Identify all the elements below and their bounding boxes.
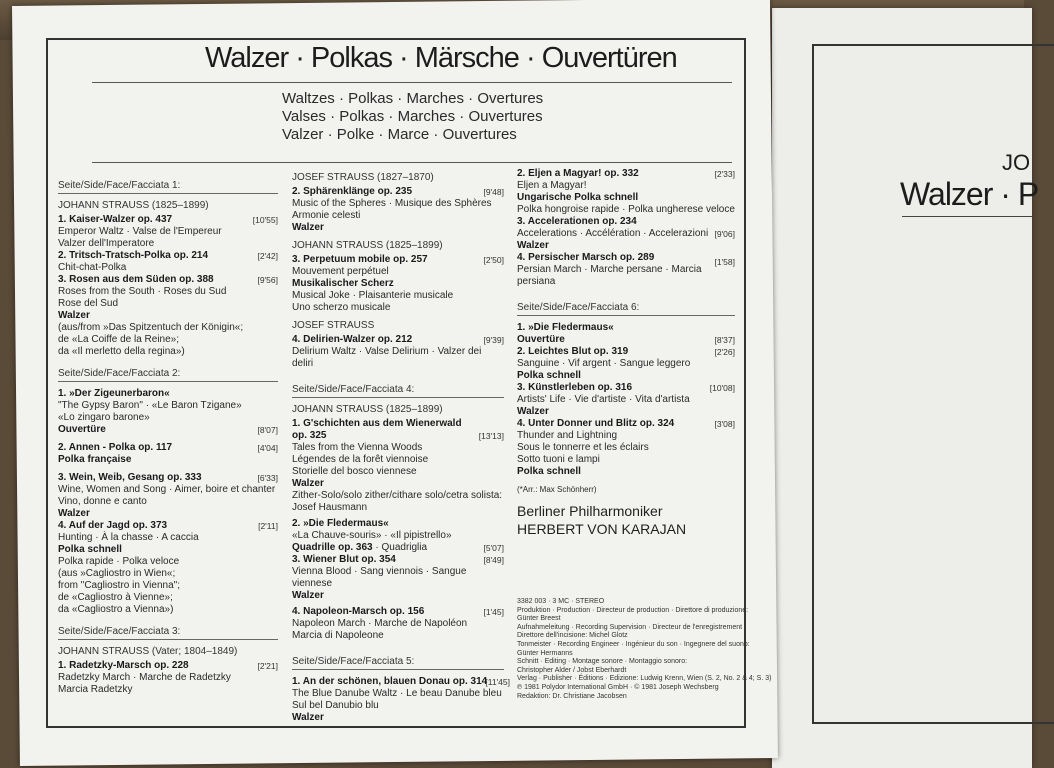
track-duration: [9'06] <box>714 229 735 239</box>
track-form: Polka française <box>58 454 132 465</box>
track-translation: Emperor Waltz · Valse de l'Empereur <box>58 226 222 237</box>
track-translation: The Blue Danube Waltz · Le beau Danube bleu <box>292 688 502 699</box>
track-title: 3. Rosen aus dem Süden op. 388 <box>58 274 214 285</box>
track-translation: "The Gypsy Baron" · «Le Baron Tzigane» <box>58 400 242 411</box>
track-translation: Thunder and Lightning <box>517 430 618 441</box>
side-5-heading: Seite/Side/Face/Facciata 5: <box>292 656 504 670</box>
track-duration: [4'04] <box>257 443 278 453</box>
track-translation: Marcia di Napoleone <box>292 630 384 641</box>
credit-line: Verlag · Publisher · Éditions · Edizione: Ludwig Krenn, Wien (S. 2, No. 2 & 4; S. 3) <box>517 675 772 683</box>
track-translation: Valzer dell'Imperatore <box>58 238 155 249</box>
track-form: Ungarische Polka schnell <box>517 192 639 203</box>
list-item <box>517 216 735 252</box>
catalog-number: 3382 003 · 3 MC · STEREO <box>517 598 605 605</box>
track-form: Walzer <box>517 406 549 417</box>
track-form: Walzer <box>58 310 90 321</box>
track-translation: Polka hongroise rapide · Polka ungherese veloce <box>517 204 735 215</box>
track-note: (aus »Cagliostro in Wien«; <box>58 568 176 579</box>
track-translation: Persian March · Marche persane · Marcia persiana <box>517 264 702 287</box>
track-column-1 <box>58 174 278 696</box>
track-form: Musikalischer Scherz <box>292 278 394 289</box>
list-item <box>517 382 735 418</box>
track-title: 4. Napoleon-Marsch op. 156 <box>292 606 425 617</box>
subtitle-french: Valses · Polkas · Marches · Ouvertures <box>282 108 543 125</box>
production-credits <box>517 598 772 701</box>
track-note: de «Cagliostro à Vienne»; <box>58 592 173 603</box>
side-6-heading: Seite/Side/Face/Facciata 6: <box>517 302 735 316</box>
track-duration: [11'45] <box>485 677 510 687</box>
track-duration: [2'42] <box>257 251 278 261</box>
track-translation: Sotto tuoni e lampi <box>517 454 600 465</box>
track-duration: [8'07] <box>257 425 278 435</box>
track-column-2 <box>292 170 510 724</box>
track-title: 4. Unter Donner und Blitz op. 324 <box>517 418 675 429</box>
track-duration: [2'21] <box>257 661 278 671</box>
track-translation: Eljen a Magyar! <box>517 180 587 191</box>
credit-line: Redaktion: Dr. Christiane Jacobsen <box>517 692 627 700</box>
track-form: Ouvertüre <box>517 334 565 345</box>
track-form: Walzer <box>517 240 549 251</box>
list-item <box>58 442 278 466</box>
list-item <box>517 168 735 216</box>
track-title: 2. Eljen a Magyar! op. 332 <box>517 168 639 179</box>
composer-heading: JOHANN STRAUSS (1825–1899) <box>292 240 443 251</box>
list-item <box>58 472 278 520</box>
track-duration: [10'08] <box>709 383 735 393</box>
track-form: Walzer <box>292 222 324 233</box>
list-item <box>292 518 504 554</box>
track-translation: Rose del Sud <box>58 298 119 309</box>
track-translation: Artists' Life · Vie d'artiste · Vita d'artista <box>517 394 690 405</box>
track-duration: [13'13] <box>478 431 504 441</box>
track-note: da «Il merletto della regina») <box>58 346 185 357</box>
list-item <box>292 676 510 724</box>
performers <box>517 502 686 538</box>
track-translation: Music of the Spheres · Musique des Sphères <box>292 198 492 209</box>
track-translation: Légendes de la forêt viennoise <box>292 454 429 465</box>
track-title: 4. Persischer Marsch op. 289 <box>517 252 655 263</box>
track-form: Polka schnell <box>517 466 581 477</box>
track-title: 1. Radetzky-Marsch op. 228 <box>58 660 189 671</box>
side-4-heading: Seite/Side/Face/Facciata 4: <box>292 384 504 398</box>
track-note: Josef Hausmann <box>292 502 368 513</box>
list-item <box>517 322 735 346</box>
track-column-3 <box>517 168 735 496</box>
track-translation: Sanguine · Vif argent · Sangue leggero <box>517 358 691 369</box>
track-duration: [2'50] <box>483 255 504 265</box>
list-item <box>292 186 504 234</box>
track-form: Polka schnell <box>58 544 122 555</box>
track-duration: [9'39] <box>483 335 504 345</box>
track-translation: Tales from the Vienna Woods <box>292 442 423 453</box>
track-form: Ouvertüre <box>58 424 106 435</box>
track-translation: Hunting · À la chasse · A caccia <box>58 532 199 543</box>
track-translation: «Lo zingaro barone» <box>58 412 150 423</box>
track-duration: [3'08] <box>714 419 735 429</box>
track-form: Walzer <box>58 508 90 519</box>
track-title: 3. Accelerationen op. 234 <box>517 216 637 227</box>
track-note: (aus/from »Das Spitzentuch der Königin«; <box>58 322 244 333</box>
header-rule <box>92 162 732 163</box>
list-item <box>58 660 278 696</box>
track-title: 2. Sphärenklänge op. 235 <box>292 186 413 197</box>
credit-line: Christopher Alder / Jobst Eberhardt <box>517 666 627 674</box>
track-duration: [5'07] <box>483 543 504 553</box>
track-title: 3. Wein, Weib, Gesang op. 333 <box>58 472 202 483</box>
track-duration: [9'48] <box>483 187 504 197</box>
credit-line: Günter Hermanns <box>517 649 573 657</box>
credit-line: Tonmeister · Recording Engineer · Ingénieur du son · Ingegnere del suono: <box>517 640 750 648</box>
list-item <box>292 418 504 514</box>
track-translation: Armonie celesti <box>292 210 361 221</box>
right-page-heading: JO <box>1002 150 1031 175</box>
list-item <box>58 250 278 274</box>
track-title: 2. Leichtes Blut op. 319 <box>517 346 629 357</box>
orchestra-name: Berliner Philharmoniker <box>517 503 663 519</box>
track-title: 2. Annen - Polka op. 117 <box>58 442 173 453</box>
list-item <box>292 254 504 314</box>
track-translation: Musical Joke · Plaisanterie musicale <box>292 290 454 301</box>
track-translation: Napoleon March · Marche de Napoléon <box>292 618 468 629</box>
track-duration: [9'56] <box>257 275 278 285</box>
subtitle-italian: Valzer · Polke · Marce · Ouvertures <box>282 126 517 143</box>
track-title: 3. Wiener Blut op. 354 <box>292 554 396 565</box>
credit-line: Direttore dell'incisione: Michel Glotz <box>517 632 628 640</box>
track-translation: Wine, Women and Song · Aimer, boire et chanter <box>58 484 276 495</box>
track-translation: Vienna Blood · Sang viennois · Sangue viennese <box>292 566 467 589</box>
list-item <box>517 252 735 288</box>
list-item <box>58 520 278 616</box>
track-translation: Storielle del bosco viennese <box>292 466 417 477</box>
composer-heading: JOSEF STRAUSS <box>292 320 375 331</box>
track-title: 1. Kaiser-Walzer op. 437 <box>58 214 173 225</box>
track-duration: [10'55] <box>252 215 278 225</box>
composer-heading: JOHANN STRAUSS (1825–1899) <box>58 200 209 211</box>
list-item <box>292 606 504 642</box>
composer-heading: JOHANN STRAUSS (1825–1899) <box>292 404 443 415</box>
track-translation: Mouvement perpétuel <box>292 266 389 277</box>
side-2-heading: Seite/Side/Face/Facciata 2: <box>58 368 278 382</box>
track-duration: [1'58] <box>714 257 735 267</box>
composer-heading: JOHANN STRAUSS (Vater; 1804–1849) <box>58 646 238 657</box>
subtitle-block <box>282 90 543 144</box>
track-title: 1. G'schichten aus dem Wienerwald <box>292 418 462 429</box>
track-duration: [2'11] <box>258 521 278 531</box>
track-duration: [2'33] <box>714 169 735 179</box>
track-translation: Roses from the South · Roses du Sud <box>58 286 227 297</box>
track-title: 4. Delirien-Walzer op. 212 <box>292 334 413 345</box>
track-note: from "Cagliostro in Vienna"; <box>58 580 180 591</box>
track-title: 1. An der schönen, blauen Donau op. 314 <box>292 676 488 687</box>
list-item <box>58 274 278 358</box>
track-form: Polka schnell <box>517 370 581 381</box>
credit-line: Günter Breest <box>517 615 561 623</box>
track-title: 2. Tritsch-Tratsch-Polka op. 214 <box>58 250 209 261</box>
track-translation: Marcia Radetzky <box>58 684 133 695</box>
track-translation: Sous le tonnerre et les éclairs <box>517 442 649 453</box>
list-item <box>292 334 504 370</box>
track-title: 3. Künstlerleben op. 316 <box>517 382 633 393</box>
conductor-name: HERBERT VON KARAJAN <box>517 521 687 537</box>
track-title: 4. Auf der Jagd op. 373 <box>58 520 168 531</box>
track-note: de «La Coiffe de la Reine»; <box>58 334 180 345</box>
credit-line: Produktion · Production · Directeur de production · Direttore di produzione: <box>517 606 749 614</box>
track-translation: Polka rapide · Polka veloce <box>58 556 180 567</box>
track-duration: [2'26] <box>714 347 735 357</box>
list-item <box>517 418 735 478</box>
page-title: Walzer · Polkas · Märsche · Ouvertüren <box>205 42 677 74</box>
track-form: Walzer <box>292 590 324 601</box>
subtitle-english: Waltzes · Polkas · Marches · Overtures <box>282 90 544 107</box>
track-duration: [8'49] <box>483 555 504 565</box>
track-translation: Vino, donne e canto <box>58 496 147 507</box>
track-form: Walzer <box>292 478 324 489</box>
track-duration: [8'37] <box>714 335 735 345</box>
track-note: da «Cagliostro a Vienna») <box>58 604 174 615</box>
title-rule <box>92 82 732 83</box>
side-3-heading: Seite/Side/Face/Facciata 3: <box>58 626 278 640</box>
right-page-frame <box>812 44 1054 724</box>
list-item <box>517 346 735 382</box>
track-title: 3. Perpetuum mobile op. 257 <box>292 254 428 265</box>
track-title: 2. »Die Fledermaus« <box>292 518 389 529</box>
track-translation: «La Chauve-souris» · «Il pipistrello» <box>292 530 452 541</box>
composer-heading: JOSEF STRAUSS (1827–1870) <box>292 172 434 183</box>
track-form: Walzer <box>292 712 324 723</box>
list-item <box>58 388 278 436</box>
track-title: 1. »Die Fledermaus« <box>517 322 614 333</box>
track-translation: · Quadriglia <box>375 542 428 553</box>
track-translation: Delirium Waltz · Valse Delirium · Valzer dei deliri <box>292 346 482 369</box>
track-duration: [6'33] <box>257 473 278 483</box>
list-item <box>58 214 278 250</box>
track-translation: Uno scherzo musicale <box>292 302 391 313</box>
side-1-heading: Seite/Side/Face/Facciata 1: <box>58 180 278 194</box>
track-duration: [1'45] <box>483 607 504 617</box>
right-page-rule <box>902 216 1032 217</box>
track-translation: Chit-chat-Polka <box>58 262 127 273</box>
track-form: Quadrille op. 363 <box>292 542 373 553</box>
copyright-line: ℗ 1981 Polydor International GmbH · © 1981 Joseph Wechsberg <box>517 683 719 691</box>
track-opus: op. 325 <box>292 430 327 441</box>
track-translation: Accelerations · Accélération · Accelerazioni <box>517 228 709 239</box>
track-translation: Sul bel Danubio blu <box>292 700 379 711</box>
list-item <box>292 554 504 602</box>
arranger-note: (*Arr.: Max Schönherr) <box>517 485 597 494</box>
right-page-title: Walzer · P <box>900 176 1039 212</box>
track-title: 1. »Der Zigeunerbaron« <box>58 388 170 399</box>
credit-line: Schnitt · Editing · Montage sonore · Montaggio sonoro: <box>517 658 688 666</box>
credit-line: Aufnahmeleitung · Recording Supervision · Directeur de l'enregistrement <box>517 623 743 631</box>
track-translation: Radetzky March · Marche de Radetzky <box>58 672 231 683</box>
track-note: Zither-Solo/solo zither/cithare solo/cetra solista: <box>292 490 503 501</box>
